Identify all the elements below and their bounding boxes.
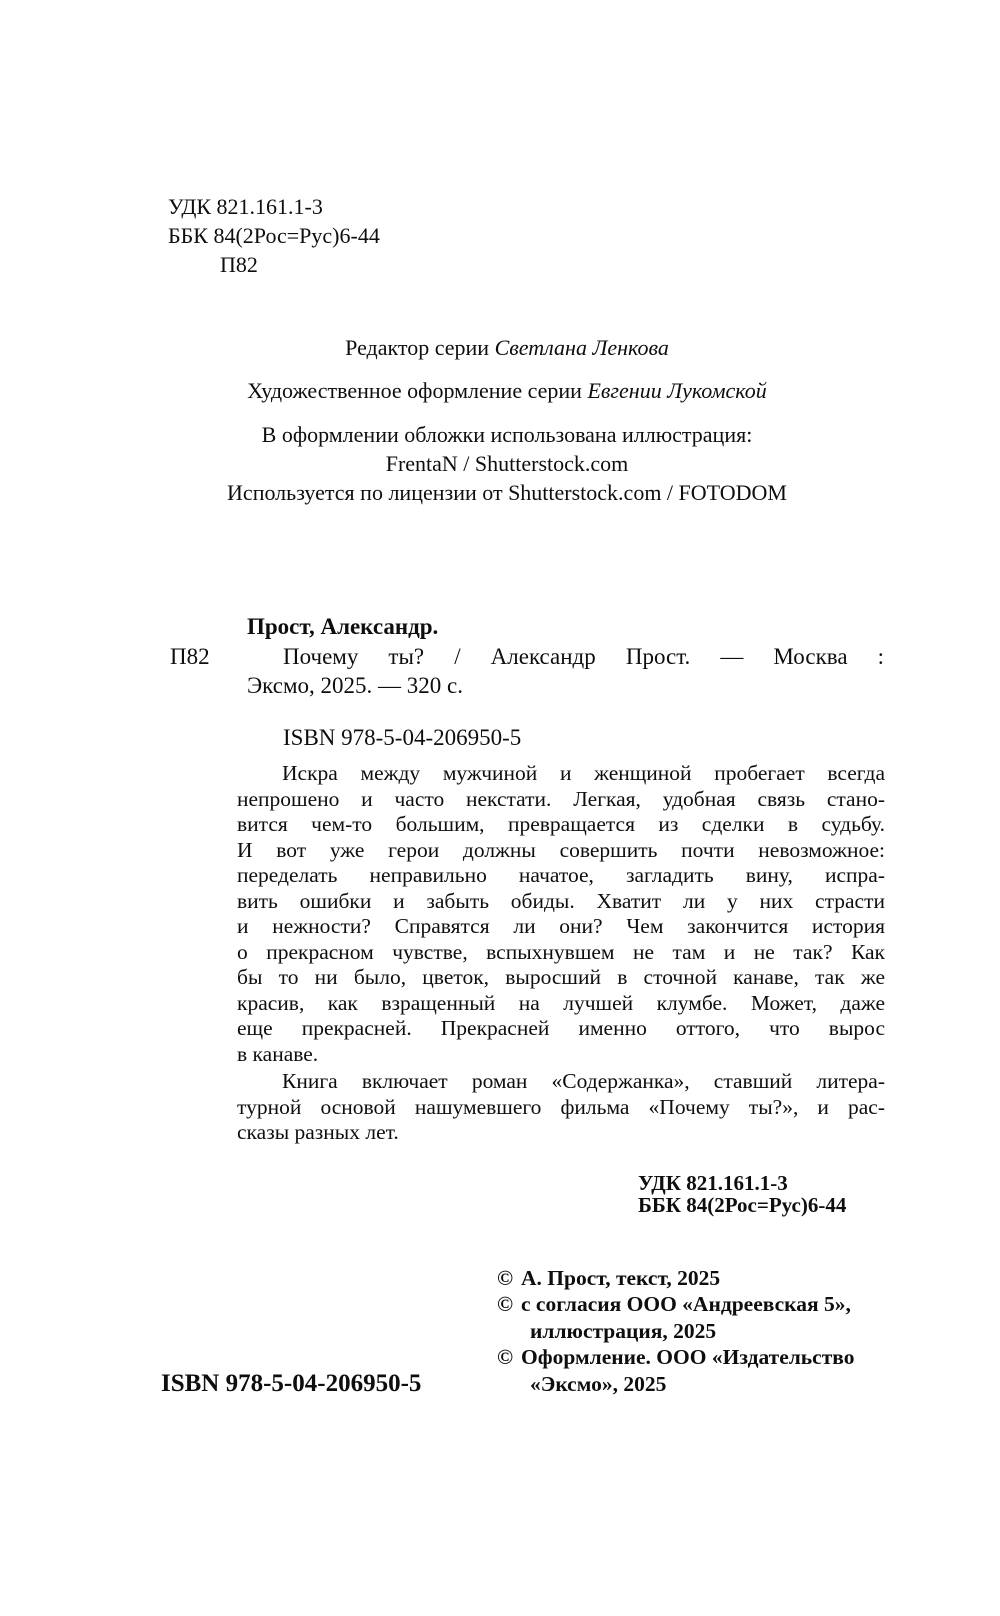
text-line: в канаве. <box>237 1041 319 1066</box>
text-line: и нежности? Справятся ли они? Чем закончится история <box>237 914 885 938</box>
cover-credit-line-2: FrentaN / Shutterstock.com <box>385 451 629 476</box>
text-line: турной основой нашумевшего фильма «Почему ты?», и рас- <box>237 1094 885 1119</box>
text-line: Искра между мужчиной и женщиной пробегает всегда <box>282 761 885 785</box>
copyright-line: иллюстрация, 2025 <box>530 1318 717 1343</box>
copyright-symbol: © <box>497 1345 514 1370</box>
top-classification-block <box>168 192 380 279</box>
text-line: переделать неправильно начатое, загладить вину, испра- <box>237 863 885 887</box>
copyright-line <box>497 1344 897 1370</box>
catalog-author-code: П82 <box>170 644 210 669</box>
series-designer-line <box>150 376 864 406</box>
text-line: еще прекрасней. Прекрасней именно оттого, что вырос <box>237 1016 885 1040</box>
series-editor-line <box>150 333 864 363</box>
author-code: П82 <box>220 252 258 277</box>
text-line: И вот уже герои должны совершить почти невозможное: <box>237 837 885 862</box>
text-line: Почему ты? / Александр Прост. — Москва : <box>283 644 884 669</box>
text-line: Эксмо, 2025. — 320 с. <box>247 673 464 698</box>
copyright-item <box>497 1291 897 1344</box>
catalog-author-heading: Прост, Александр. <box>247 614 439 639</box>
bbk-line: ББК 84(2Рос=Рус)6-44 <box>168 223 380 248</box>
annotation-paragraph-2 <box>237 1069 885 1146</box>
catalog-description <box>247 642 884 700</box>
cover-credit-line-3: Используется по лицензии от Shutterstock.com / FOTODOM <box>227 480 787 505</box>
cover-credit-line-1: В оформлении обложки использована иллюстрация: <box>261 422 753 447</box>
series-designer-name: Евгении Лукомской <box>587 378 767 403</box>
text-line: вить ошибки и забыть обиды. Хватит ли у них страсти <box>237 888 885 913</box>
classification-footer <box>638 1173 846 1216</box>
text-line: вится чем-то большим, превращается из сделки в судьбу. <box>237 812 885 836</box>
copyright-symbol: © <box>497 1266 514 1290</box>
series-credits-block <box>150 333 864 507</box>
series-designer-prefix: Художественное оформление серии <box>247 378 582 403</box>
annotation-paragraph-1 <box>237 761 885 1067</box>
copyright-text: Оформление. ООО «Издательство <box>521 1345 855 1370</box>
footer-isbn: ISBN 978-5-04-206950-5 <box>161 1370 422 1397</box>
isbn-line: ISBN 978-5-04-206950-5 <box>283 725 522 750</box>
text-line: Книга включает роман «Содержанка», ставший литера- <box>282 1069 885 1093</box>
copyright-item <box>497 1344 897 1397</box>
udk-line: УДК 821.161.1-3 <box>168 194 323 219</box>
text-line: о прекрасном чувстве, вспыхнувшем не там и не так? Как <box>237 939 885 964</box>
copyright-line <box>497 1291 897 1317</box>
series-editor-prefix: Редактор серии <box>345 335 490 360</box>
text-line: бы то ни было, цветок, выросший в сточной канаве, так же <box>237 965 885 989</box>
catalog-card <box>160 612 886 700</box>
series-editor-name: Светлана Ленкова <box>494 335 669 360</box>
bbk-footer-line: ББК 84(2Рос=Рус)6-44 <box>638 1192 847 1217</box>
copyright-item <box>497 1265 897 1291</box>
text-line: красив, как взращенный на лучшей клумбе. Может, даже <box>237 990 885 1015</box>
copyright-text: А. Прост, текст, 2025 <box>521 1266 721 1290</box>
udk-footer-line: УДК 821.161.1-3 <box>638 1171 788 1195</box>
text-line: непрошено и часто некстати. Легкая, удобная связь стано- <box>237 786 885 811</box>
text-line: сказы разных лет. <box>237 1120 399 1144</box>
copyright-block <box>497 1265 897 1397</box>
copyright-line: «Эксмо», 2025 <box>530 1371 667 1396</box>
copyright-text: с согласия ООО «Андреевская 5», <box>521 1292 851 1317</box>
copyright-line <box>497 1265 897 1291</box>
copyright-symbol: © <box>497 1292 514 1317</box>
